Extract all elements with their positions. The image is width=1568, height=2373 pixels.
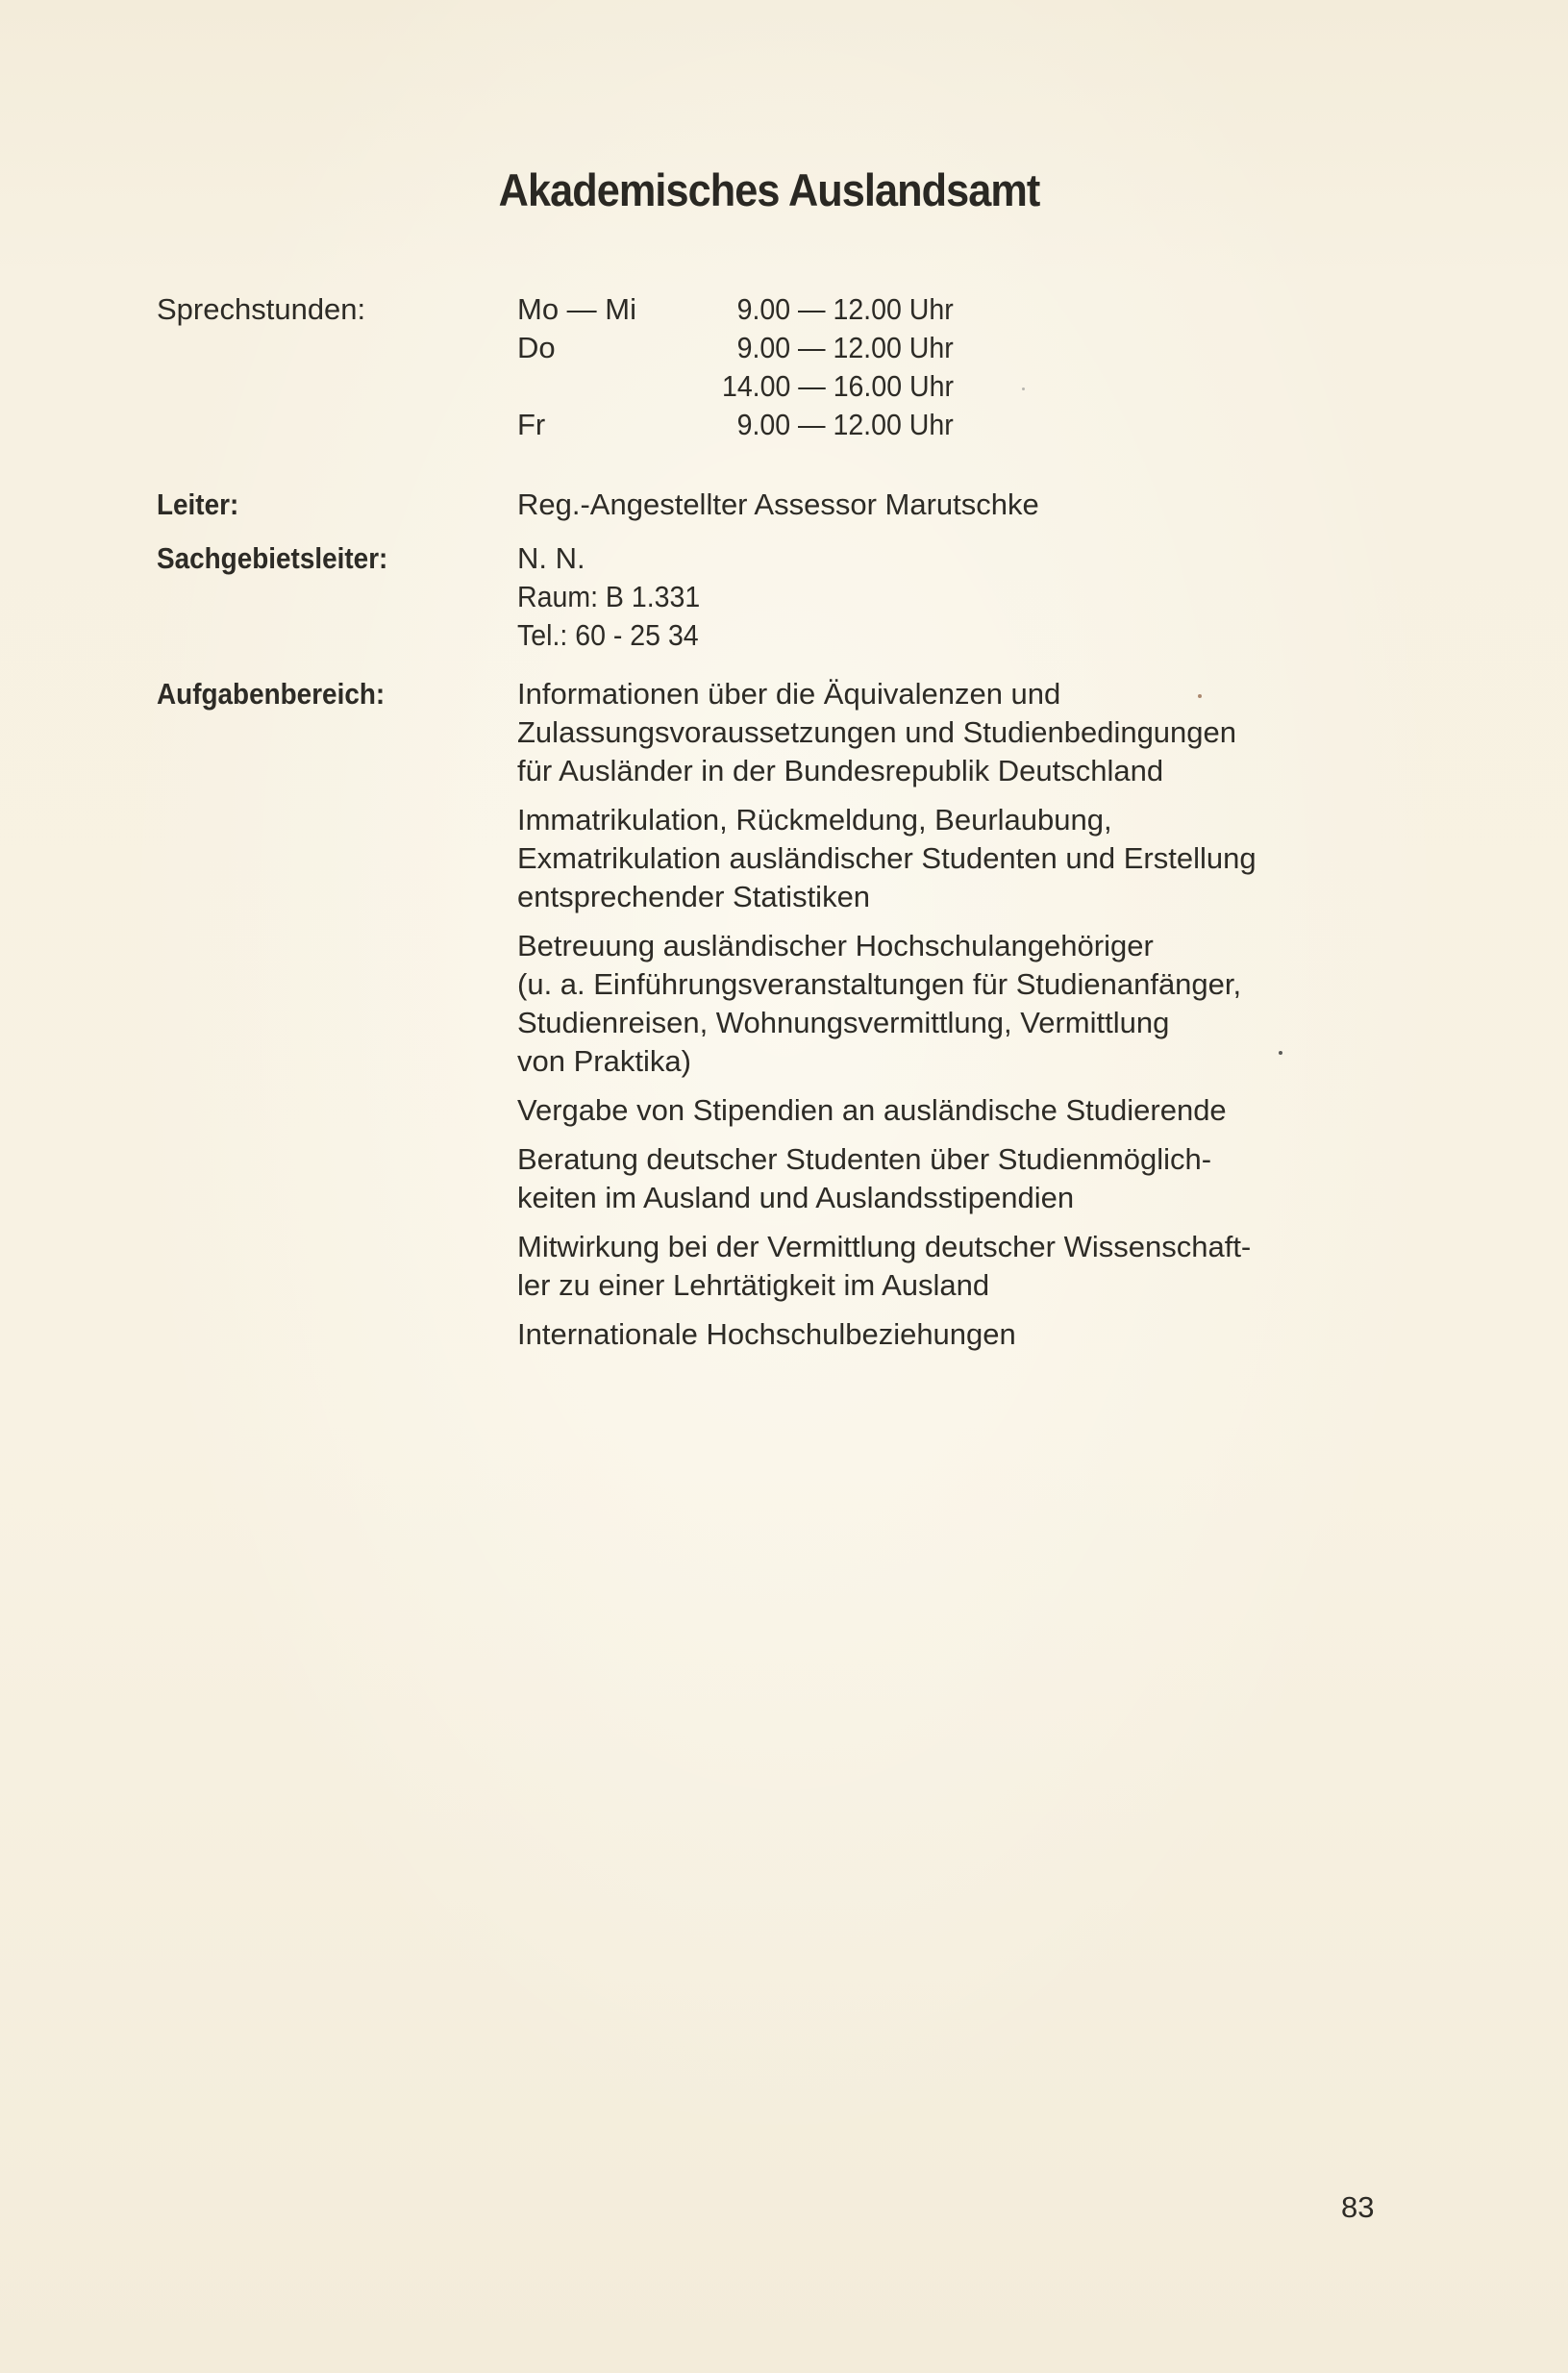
task-item: Mitwirkung bei der Vermittlung deutscher Wissenschaft- ler zu einer Lehrtätigkeit im Ausland — [517, 1230, 1252, 1302]
task-item: Betreuung ausländischer Hochschulangehöriger (u. a. Einführungsveranstaltungen für Studienanfänger, Studienreisen, Wohnungsvermittlung, Vermittlung von Praktika) — [517, 929, 1242, 1078]
page-number: 83 — [1341, 2190, 1375, 2224]
sachgebietsleiter-label: Sachgebietsleiter: — [157, 541, 388, 575]
paper-speck — [1198, 694, 1202, 698]
schedule-day: Mo — Mi — [517, 292, 636, 326]
schedule-row — [0, 290, 954, 329]
schedule-time: 14.00 — 16.00 Uhr — [722, 369, 954, 403]
task-item: Internationale Hochschulbeziehungen — [517, 1317, 1016, 1351]
schedule-row — [0, 406, 954, 444]
paper-speck — [1022, 387, 1025, 390]
schedule-day: Do — [517, 331, 556, 364]
page-title: Akademisches Auslandsamt — [498, 164, 1040, 215]
sachgebietsleiter-name: N. N. — [517, 541, 585, 575]
schedule-time: 9.00 — 12.00 Uhr — [736, 331, 954, 364]
schedule-day: Fr — [517, 408, 546, 441]
schedule-row — [0, 329, 954, 367]
sprechstunden-label: Sprechstunden: — [157, 292, 366, 326]
task-item: Beratung deutscher Studenten über Studienmöglich- keiten im Ausland und Auslandsstipendien — [517, 1142, 1212, 1214]
schedule — [0, 290, 954, 454]
paper-speck — [1279, 1051, 1282, 1055]
leiter-label: Leiter: — [157, 487, 239, 521]
sachgebietsleiter-tel: Tel.: 60 - 25 34 — [517, 618, 699, 652]
aufgabenbereich-list — [517, 675, 1382, 1364]
schedule-time: 9.00 — 12.00 Uhr — [736, 292, 954, 326]
aufgabenbereich-label: Aufgabenbereich: — [157, 677, 386, 711]
task-item: Informationen über die Äquivalenzen und Zulassungsvoraussetzungen und Studienbedingungen für Ausländer in der Bundesrepublik Deutschland — [517, 677, 1237, 787]
task-item: Vergabe von Stipendien an ausländische Studierende — [517, 1093, 1227, 1127]
task-item: Immatrikulation, Rückmeldung, Beurlaubung, Exmatrikulation ausländischer Studenten und Erstellung entsprechender Statistiken — [517, 803, 1257, 913]
sachgebietsleiter-block — [517, 539, 716, 655]
schedule-row — [0, 367, 954, 406]
sachgebietsleiter-raum: Raum: B 1.331 — [517, 580, 701, 613]
leiter-value: Reg.-Angestellter Assessor Marutschke — [517, 487, 1039, 521]
schedule-time: 9.00 — 12.00 Uhr — [736, 408, 954, 441]
